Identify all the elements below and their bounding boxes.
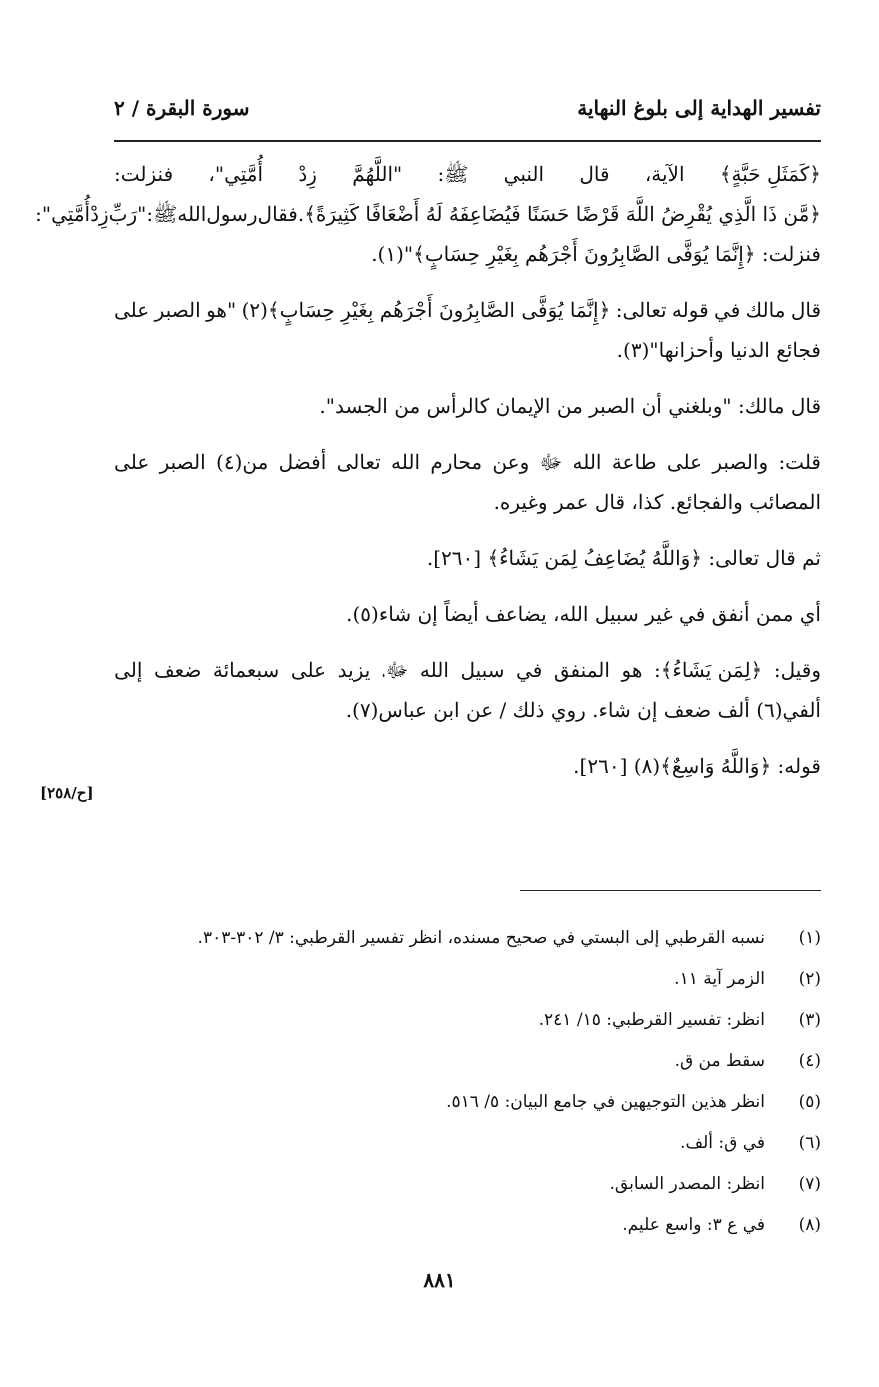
main-text <box>35 154 821 786</box>
word: كالرأس <box>426 394 490 418</box>
footnote-number: (٧) <box>798 1174 821 1194</box>
paragraph-gap <box>114 274 821 290</box>
word: في <box>516 658 543 682</box>
footnote-text: في ق: ألف. <box>680 1133 765 1153</box>
footnote-text: انظر: المصدر السابق. <box>609 1174 765 1194</box>
footnote-number: (٦) <box>798 1133 821 1153</box>
footnote-number: (٨) <box>798 1215 821 1235</box>
word: قوله: <box>777 754 821 778</box>
word: ابن <box>433 698 460 722</box>
word: [٢٦٠]. <box>426 546 482 570</box>
word: من(٤) <box>216 450 269 474</box>
text-line <box>114 594 821 634</box>
word: روي <box>550 698 586 722</box>
word: ﷺ: <box>437 162 469 186</box>
paragraph-gap <box>114 370 821 386</box>
word: تعالى: <box>615 298 667 322</box>
word: أي <box>799 602 821 626</box>
word: وعن <box>492 450 530 474</box>
word: زِدْ <box>90 202 109 226</box>
footnote-number: (٤) <box>798 1051 821 1071</box>
word: الله <box>572 450 602 474</box>
word: يزيد <box>337 658 371 682</box>
word: قال <box>790 298 821 322</box>
word: من <box>556 394 583 418</box>
word: وأحزانها"(٣). <box>616 338 724 362</box>
word: قال <box>765 546 796 570</box>
word: الدنيا <box>730 338 770 362</box>
footnote-number: (٥) <box>798 1092 821 1112</box>
word: في <box>679 602 706 626</box>
word: من <box>394 394 421 418</box>
word: قال <box>579 162 610 186</box>
word: "اللَّهُمَّ <box>352 162 403 186</box>
text-line <box>114 330 821 370</box>
text-line <box>114 154 821 194</box>
paragraph-gap <box>114 426 821 442</box>
footnote-rule <box>520 890 821 891</box>
word: [٢٦٠]. <box>573 754 628 778</box>
footnote <box>114 1000 821 1041</box>
word: الله <box>419 658 449 682</box>
word: هو <box>621 658 643 682</box>
word: فجائع <box>776 338 821 362</box>
word: على <box>666 450 703 474</box>
word: محارم <box>430 450 483 474</box>
word: عباس(٧). <box>345 698 427 722</box>
word: إن <box>637 698 658 722</box>
margin-reference: [ح/٢٥٨] <box>40 784 94 802</box>
word: قوله <box>671 298 709 322</box>
footnote-text: الزمر آية ١١. <box>674 969 765 989</box>
footnote-text: في ع ٣: واسع عليم. <box>622 1215 765 1235</box>
text-line <box>114 290 821 330</box>
word: المصائب <box>749 490 821 514</box>
text-line <box>114 234 821 274</box>
word: سبعمائة <box>212 658 280 682</box>
word: إن <box>417 602 438 626</box>
word: وغيره. <box>493 490 548 514</box>
word: قال <box>594 490 626 514</box>
page-number: ٨٨١ <box>423 1268 456 1292</box>
text-line <box>114 538 821 578</box>
book-title: تفسير الهداية إلى بلوغ النهاية <box>577 96 821 120</box>
word: ﴿وَاللَّهُ وَاسِعٌ﴾(٨) <box>633 754 772 778</box>
word: أيضاً <box>444 602 479 626</box>
word: أُمَّتِي": <box>35 202 91 226</box>
footnote-number: (١) <box>798 928 821 948</box>
word: فقال <box>257 202 298 226</box>
text-line <box>114 690 821 730</box>
word: تعالى <box>336 450 381 474</box>
footnote <box>114 1123 821 1164</box>
word: أُمَّتِي"، <box>208 162 264 186</box>
footnote-text: انظر: تفسير القرطبي: ١٥/ ٢٤١. <box>538 1010 765 1030</box>
word: عن <box>465 698 494 722</box>
text-line <box>114 650 821 690</box>
word: ﴿وَاللَّهُ يُضَاعِفُ لِمَن يَشَاءُ﴾ <box>487 546 703 570</box>
word: قال <box>790 394 821 418</box>
word: زِدْ <box>298 162 317 186</box>
word: أن <box>641 394 662 418</box>
footnote <box>114 1205 821 1246</box>
word: الصبر <box>154 298 201 322</box>
word: ألفي(٦) <box>756 698 821 722</box>
paragraph-gap <box>114 578 821 594</box>
word: يضاعف <box>485 602 547 626</box>
word: على <box>290 658 327 682</box>
word: الآية، <box>644 162 685 186</box>
word: كذا، <box>631 490 664 514</box>
word: غير <box>645 602 673 626</box>
word: / <box>499 698 507 722</box>
footnote <box>114 1164 821 1205</box>
word: مالك <box>745 298 786 322</box>
word: قلت: <box>778 450 821 474</box>
footnote-number: (٢) <box>798 969 821 989</box>
text-line <box>114 442 821 482</box>
word: سبيل <box>594 602 639 626</box>
word: الله، <box>553 602 589 626</box>
word: فنزلت: <box>761 242 821 266</box>
word: الصبر <box>159 450 206 474</box>
word: أنفق <box>711 602 750 626</box>
word: ﴿إِنَّمَا يُوَفَّى الصَّابِرُونَ أَجْرَهُم بِغَيْرِ حِسَابٍ﴾"(١). <box>371 242 756 266</box>
word: والصبر <box>712 450 769 474</box>
word: ﷻ، <box>381 658 409 682</box>
word: سبيل <box>460 658 505 682</box>
word: طاعة <box>611 450 657 474</box>
word: مالك: <box>737 394 785 418</box>
word: ضعف <box>663 698 712 722</box>
header-rule <box>114 140 821 142</box>
word: الجسد". <box>319 394 388 418</box>
word: ذلك <box>512 698 545 722</box>
word: وقيل: <box>773 658 821 682</box>
word: رسول <box>206 202 258 226</box>
paragraph-gap <box>114 730 821 746</box>
word: ﴿مَّن ذَا الَّذِي يُقْرِضُ اللَّهَ قَرْضًا حَسَنًا فَيُضَاعِفَهُ لَهُ أَضْعَافًا كَثِيرَةً﴾. <box>297 202 821 226</box>
text-line <box>35 194 821 234</box>
word: على <box>114 298 150 322</box>
word: ﷻ <box>539 450 563 474</box>
word: تعالى: <box>708 546 760 570</box>
footnotes <box>114 918 821 1246</box>
word: على <box>114 450 150 474</box>
word: "هو <box>206 298 237 322</box>
footnote <box>114 918 821 959</box>
footnote-text: سقط من ق. <box>674 1051 765 1071</box>
word: إلى <box>114 658 143 682</box>
word: ضعف <box>153 658 202 682</box>
word: الله <box>177 202 207 226</box>
word: ممن <box>755 602 794 626</box>
running-header <box>114 96 821 136</box>
word: ﷺ: <box>146 202 178 226</box>
word: ألف <box>717 698 750 722</box>
footnote <box>114 959 821 1000</box>
footnote-text: نسبه القرطبي إلى البستي في صحيح مسنده، انظر تفسير القرطبي: ٣/ ٣٠٢-٣٠٣. <box>197 928 765 948</box>
footnote <box>114 1082 821 1123</box>
word: "وبلغني <box>668 394 732 418</box>
word: والفجائع. <box>669 490 743 514</box>
word: عمر <box>553 490 589 514</box>
paragraph-gap <box>114 634 821 650</box>
word: ثم <box>802 546 821 570</box>
footnote-text: انظر هذين التوجيهين في جامع البيان: ٥/ ٥١٦. <box>446 1092 765 1112</box>
word: الإيمان <box>495 394 551 418</box>
word: فنزلت: <box>114 162 174 186</box>
word: ﴿كَمَثَلِ حَبَّةٍ﴾ <box>719 162 821 186</box>
surah-label: سورة البقرة / ٢ <box>114 96 250 120</box>
word: "رَبِّ <box>108 202 147 226</box>
text-line <box>114 386 821 426</box>
word: المنفق <box>553 658 610 682</box>
word: ﴿إِنَّمَا يُوَفَّى الصَّابِرُونَ أَجْرَهُم بِغَيْرِ حِسَابٍ﴾(٢) <box>241 298 611 322</box>
word: الصبر <box>589 394 636 418</box>
word: شاء(٥). <box>346 602 412 626</box>
word: شاء. <box>592 698 631 722</box>
word: أفضل <box>278 450 327 474</box>
word: ﴿لِمَن يَشَاءُ﴾: <box>653 658 763 682</box>
text-line <box>114 746 821 786</box>
word: الله <box>391 450 420 474</box>
footnote <box>114 1041 821 1082</box>
paragraph-gap <box>114 522 821 538</box>
text-line <box>114 482 821 522</box>
word: النبي <box>503 162 545 186</box>
footnote-number: (٣) <box>798 1010 821 1030</box>
word: في <box>714 298 741 322</box>
